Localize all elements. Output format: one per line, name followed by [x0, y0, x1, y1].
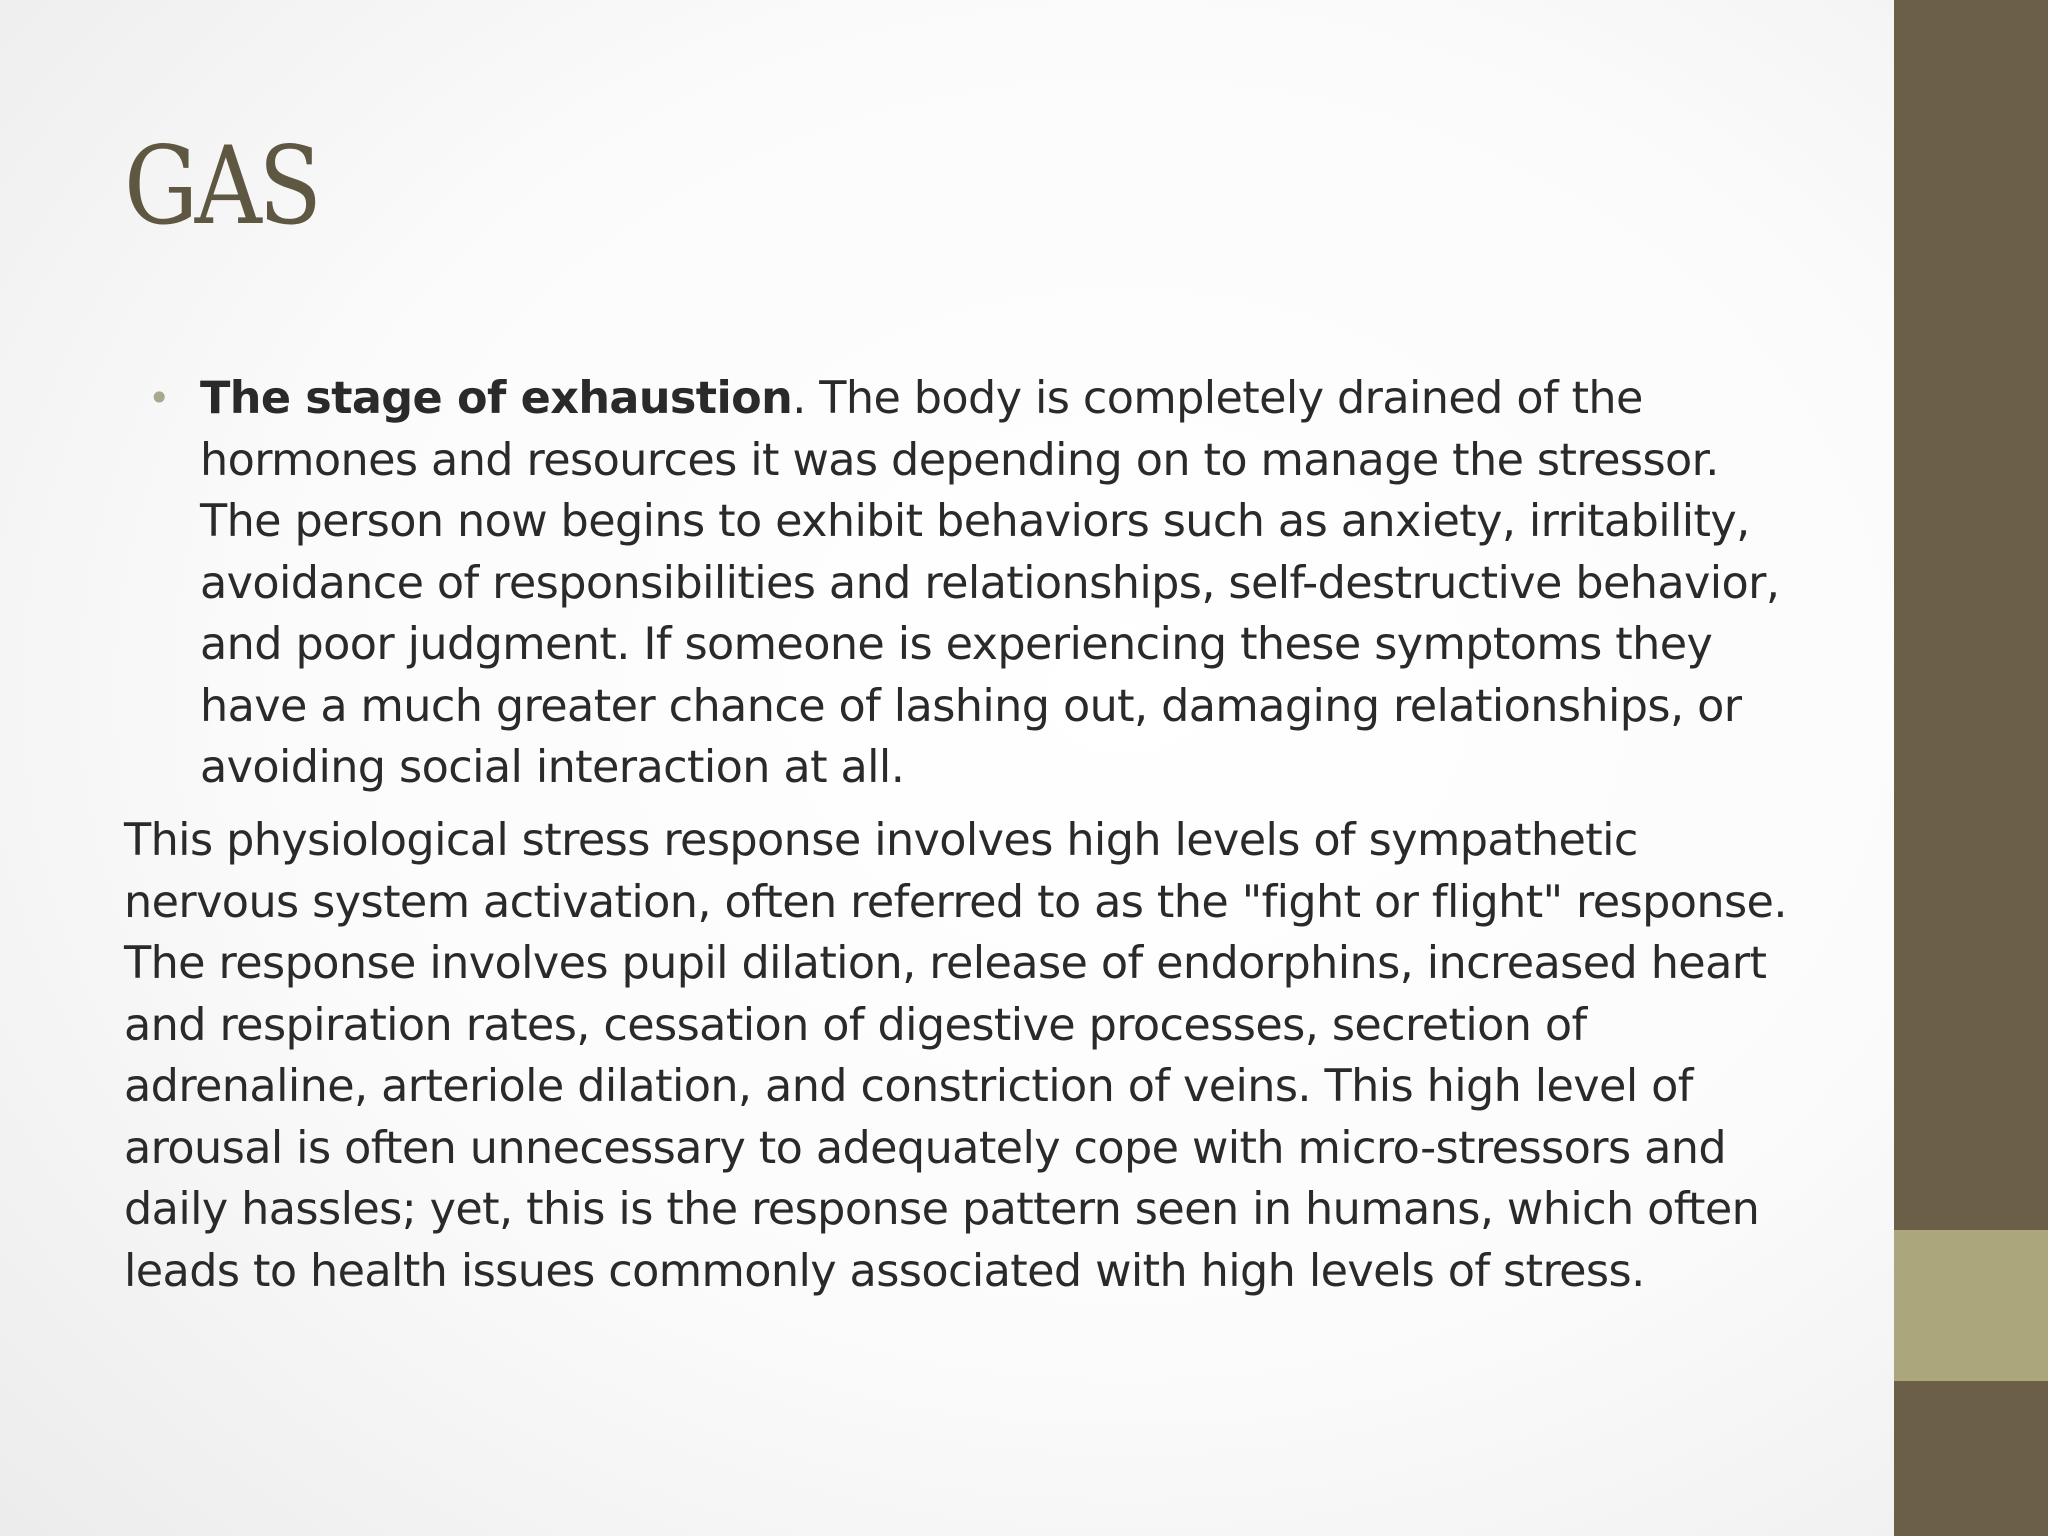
slide-title: GAS [124, 124, 319, 249]
side-decor-accent [1894, 1230, 2048, 1381]
side-decor-bar [1894, 0, 2048, 1536]
bullet-text [200, 368, 1798, 799]
bullet-item [148, 368, 1798, 799]
body-paragraph: This physiological stress response involves high levels of sympathetic nervous system activation, often referred to as the "fight or flight" response. The response involves pupil dilation, release of endorphins, increased heart and respiration rates, cessation of digestive processes, secretion of adrenaline, arteriole dilation, and constriction of veins. This high level of arousal is often unnecessary to adequately cope with micro-stressors and daily hassles; yet, this is the response pattern seen in humans, which often leads to health issues commonly associated with high levels of stress. [124, 815, 1787, 1297]
bullet-marker-icon: • [148, 376, 171, 420]
bullet-body: . The body is completely drained of the hormones and resources it was depending on to manage the stressor. The person now begins to exhibit behaviors such as anxiety, irritability, avoidance of responsibilities and relationships, self-destructive behavior, and poor judgment. If someone is experiencing these symptoms they have a much greater chance of lashing out, damaging relationships, or avoiding social interaction at all. [200, 373, 1780, 793]
bullet-bold-lead: The stage of exhaustion [200, 373, 793, 424]
